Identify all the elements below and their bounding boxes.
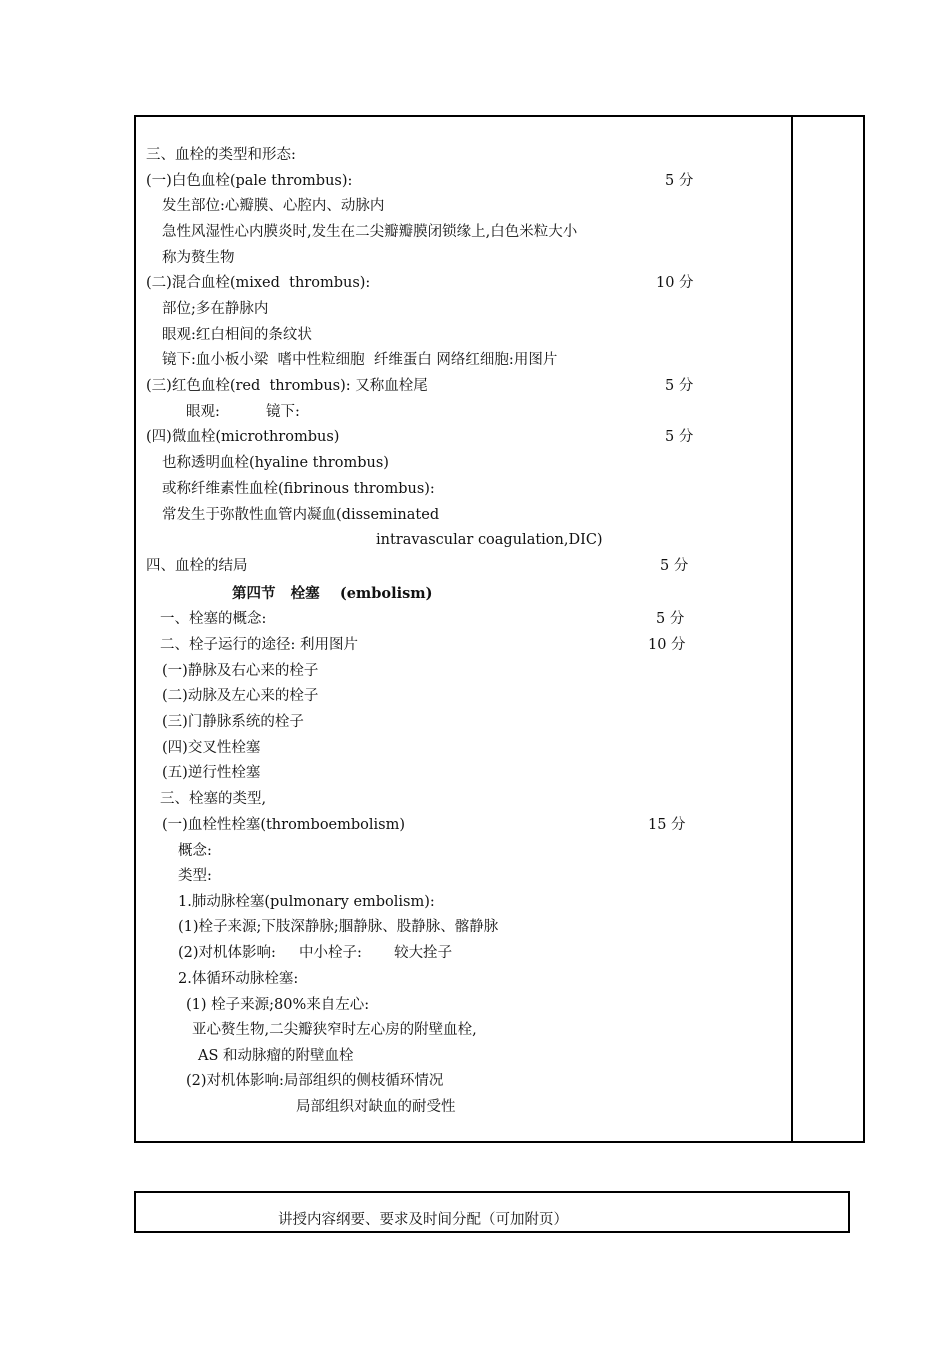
list-item: (三)红色血栓(red thrombus): 又称血栓尾 bbox=[146, 378, 428, 394]
list-item: (二)混合血栓(mixed thrombus): bbox=[146, 275, 371, 291]
list-item: (2)对机体影响:局部组织的侧枝循环情况 bbox=[186, 1073, 444, 1089]
list-item: 急性风湿性心内膜炎时,发生在二尖瓣瓣膜闭锁缘上,白色米粒大小 bbox=[162, 224, 578, 240]
list-item: 2.体循环动脉栓塞: bbox=[178, 971, 299, 987]
score-label: 5 分 bbox=[656, 611, 685, 627]
list-item: AS 和动脉瘤的附壁血栓 bbox=[198, 1048, 354, 1064]
list-item: 概念: bbox=[178, 843, 212, 859]
section-heading-thrombus-outcome: 四、血栓的结局 bbox=[146, 558, 248, 574]
table-column-divider bbox=[791, 115, 793, 1143]
list-item: 称为赘生物 bbox=[162, 250, 235, 266]
section-heading-thrombus-types: 三、血栓的类型和形态: bbox=[146, 147, 296, 163]
list-item: 亚心赘生物,二尖瓣狭窄时左心房的附壁血栓, bbox=[192, 1022, 477, 1038]
section-title-embolism: 第四节 栓塞 (embolism) bbox=[232, 585, 433, 602]
score-label: 5 分 bbox=[660, 558, 689, 574]
list-item: 也称透明血栓(hyaline thrombus) bbox=[162, 455, 389, 471]
list-item: (一)静脉及右心来的栓子 bbox=[162, 663, 319, 679]
list-item: (四)交叉性栓塞 bbox=[162, 740, 261, 756]
list-item: 部位;多在静脉内 bbox=[162, 301, 269, 317]
list-item: (三)门静脉系统的栓子 bbox=[162, 714, 304, 730]
score-label: 5 分 bbox=[665, 378, 694, 394]
score-label: 5 分 bbox=[665, 429, 694, 445]
list-item: (一)白色血栓(pale thrombus): bbox=[146, 173, 353, 189]
list-item: (五)逆行性栓塞 bbox=[162, 765, 261, 781]
list-item: 二、栓子运行的途径: 利用图片 bbox=[160, 637, 358, 653]
content-table-frame bbox=[134, 115, 865, 1143]
list-item: 发生部位:心瓣膜、心腔内、动脉内 bbox=[162, 198, 385, 214]
list-item: 1.肺动脉栓塞(pulmonary embolism): bbox=[178, 894, 435, 910]
list-item: intravascular coagulation,DIC) bbox=[376, 532, 603, 548]
score-label: 5 分 bbox=[665, 173, 694, 189]
list-item: (二)动脉及左心来的栓子 bbox=[162, 688, 319, 704]
list-item: (2)对机体影响: 中小栓子: 较大拴子 bbox=[178, 945, 453, 961]
list-item: 三、栓塞的类型, bbox=[160, 791, 267, 807]
list-item: 局部组织对缺血的耐受性 bbox=[296, 1099, 456, 1115]
list-item: (一)血栓性栓塞(thromboembolism) bbox=[162, 817, 406, 833]
score-label: 15 分 bbox=[648, 817, 686, 833]
list-item: (1)栓子来源;下肢深静脉;腘静脉、股静脉、髂静脉 bbox=[178, 919, 499, 935]
list-item: (四)微血栓(microthrombus) bbox=[146, 429, 340, 445]
list-item: 类型: bbox=[178, 868, 212, 884]
list-item: 镜下:血小板小梁 嗜中性粒细胞 纤维蛋白 网络红细胞:用图片 bbox=[162, 352, 558, 368]
list-item: 或称纤维素性血栓(fibrinous thrombus): bbox=[162, 481, 435, 497]
list-item: 一、栓塞的概念: bbox=[160, 611, 267, 627]
score-label: 10 分 bbox=[648, 637, 686, 653]
list-item: 眼观:红白相间的条纹状 bbox=[162, 327, 312, 343]
footer-title: 讲授内容纲要、要求及时间分配（可加附页） bbox=[278, 1212, 568, 1228]
score-label: 10 分 bbox=[656, 275, 694, 291]
list-item: 眼观: 镜下: bbox=[186, 404, 300, 420]
list-item: 常发生于弥散性血管内凝血(disseminated bbox=[162, 507, 440, 523]
list-item: (1) 栓子来源;80%来自左心: bbox=[186, 997, 370, 1013]
